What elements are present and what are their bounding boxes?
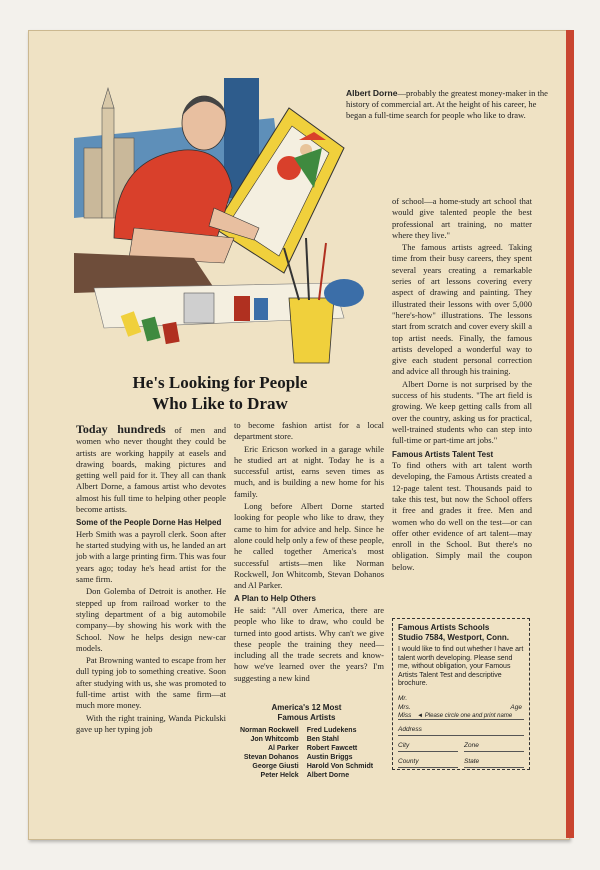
- artist-name: Peter Helck: [260, 772, 299, 779]
- address-field[interactable]: [398, 726, 524, 736]
- paragraph: With the right training, Wanda Pickulski gave up her typing job: [76, 712, 226, 734]
- page-edge: [566, 30, 574, 838]
- article-column-1: [76, 424, 226, 736]
- dropcap-text: Today hundreds: [76, 422, 166, 436]
- mrs-label: Mrs.: [398, 703, 411, 711]
- caption-text: —probably the greatest money-maker in the history of commercial art. At the height of his career, he began a full-time search for people who like to draw.: [346, 88, 548, 121]
- artist-name: Fred Ludekens: [306, 727, 357, 734]
- paragraph: The famous artists agreed. Taking time from their busy careers, they spent several years creating a remarkable series of art lessons covering every aspect of drawing and painting. They illustrated their lessons with over 5,000 "here's-how" illustrations. The lessons start from scratch and cover every skill a top artist needs. Finally, the famous artists developed a wonderful way to give each student personal correction and advice all through his training.: [392, 242, 532, 377]
- page-headline: [70, 372, 370, 414]
- county-field[interactable]: [398, 758, 458, 768]
- state-field[interactable]: [464, 758, 524, 768]
- paragraph: Long before Albert Dorne started looking for people who like to draw, they came to him for advice and help. Since he alone could help only a few of these people, he called together America's most successful artists—men like Norman Rockwell, Jon Whitcomb, Stevan Dohanos and Al Parker.: [234, 501, 384, 591]
- illustration-caption: [346, 88, 551, 122]
- artist-name: Albert Dorne: [306, 772, 350, 779]
- artist-name: Al Parker: [267, 745, 299, 752]
- artist-name: Stevan Dohanos: [243, 754, 299, 761]
- city-label: City: [398, 741, 410, 749]
- paragraph: He said: "All over America, there are people who like to draw, who could be turned into good artists. Why can't we give these people the training they need—including all the trade secrets and know-how we've learned over the years? I'm suggesting a new kind: [234, 604, 384, 683]
- caption-name: Albert Dorne: [346, 88, 398, 98]
- artist-name: Ben Stahl: [306, 736, 339, 743]
- paragraph: Eric Ericson worked in a garage while he studied art at night. Today he is a successful artist, earns seven times as much, and is building a new home for his family.: [234, 443, 384, 499]
- subhead-plan: A Plan to Help Others: [234, 594, 316, 604]
- intro-paragraph: of men and women who never thought they could be artists are working happily at easels and drawing boards, making pictures and getting well paid for it. They all can thank Albert Dorne, a famous artist who devotes almost his full time to helping other people become artists.: [76, 425, 226, 515]
- headline-line-2: Who Like to Draw: [152, 394, 288, 413]
- article-column-3: [392, 196, 532, 574]
- paragraph: Don Golemba of Detroit is another. He stepped up from railroad worker to the styling department of a big automobile company—by showing his work with the School. Now he helps design new-car models.: [76, 586, 226, 653]
- subhead-people-helped: Some of the People Dorne Has Helped: [76, 518, 222, 528]
- artist-row: [236, 753, 377, 762]
- artist-name: Austin Briggs: [306, 754, 353, 761]
- artist-row: [236, 762, 377, 771]
- paragraph: Albert Dorne is not surprised by the success of his students. "The art field is growing. We keep getting calls from all over the country, asking us for practical, well-trained students who can step into full-time or part-time art jobs.": [392, 378, 532, 446]
- county-label: County: [398, 757, 419, 765]
- artists-table: [236, 726, 377, 780]
- paragraph: of school—a home-study art school that would give talented people the best professional art training, no matter where they live.": [392, 196, 532, 240]
- artist-name: Robert Fawcett: [306, 745, 358, 752]
- paragraph: Pat Browning wanted to escape from her dull typing job to something creative. Soon after studying with us, she was promoted to full-time artist with the same firm—at much more money.: [76, 655, 226, 711]
- artists-title-2: Famous Artists: [277, 713, 336, 722]
- paragraph: Herb Smith was a payroll clerk. Soon after he started studying with us, he landed an art job with a large printing firm. This was four years ago; today he's head artist for the same firm.: [76, 528, 226, 585]
- artist-row: [236, 735, 377, 744]
- artist-illustration: [74, 78, 364, 368]
- state-label: State: [464, 757, 480, 765]
- subhead-talent-test: Famous Artists Talent Test: [392, 449, 494, 459]
- artist-row: [236, 744, 377, 753]
- famous-artists-list: [234, 703, 379, 780]
- zone-field[interactable]: [464, 742, 524, 752]
- artists-title-1: America's 12 Most: [271, 703, 342, 712]
- coupon-title-2: Studio 7584, Westport, Conn.: [398, 633, 509, 642]
- paragraph: to become fashion artist for a local department store.: [234, 420, 384, 442]
- miss-label: Miss: [398, 712, 412, 720]
- mr-label: Mr.: [398, 694, 408, 702]
- coupon-title-1: Famous Artists Schools: [398, 623, 490, 632]
- mail-coupon[interactable]: [392, 618, 530, 770]
- age-label: Age: [510, 703, 522, 711]
- city-zone-row: [398, 736, 524, 752]
- name-field[interactable]: [398, 695, 524, 720]
- coupon-body: I would like to find out whether I have art talent worth developing. Please send me, without obligation, your Famous Artists Talent Test and descriptive brochure.: [398, 646, 524, 688]
- artist-name: George Giusti: [252, 763, 299, 770]
- artist-name: Norman Rockwell: [239, 727, 299, 734]
- artist-name: Harold Von Schmidt: [306, 763, 374, 770]
- artist-row: [236, 726, 377, 735]
- article-column-2: [234, 420, 384, 685]
- zone-label: Zone: [464, 741, 479, 749]
- circle-hint: ◄ Please circle one and print name: [417, 713, 513, 720]
- artist-name: Jon Whitcomb: [250, 736, 299, 743]
- hint-text: Please circle one and print name: [424, 713, 513, 720]
- headline-line-1: He's Looking for People: [132, 373, 308, 392]
- artist-row: [236, 771, 377, 780]
- city-field[interactable]: [398, 742, 458, 752]
- address-label: Address: [398, 725, 422, 733]
- paragraph: To find others with art talent worth developing, the Famous Artists created a 12-page talent test. Thousands paid to take this test, but now the School offers it free and grades it free. Men and women who do well on the test—or can offer other evidence of art talent—may enroll in the School. But there's no obligation. Simply mail the coupon below.: [392, 460, 532, 572]
- county-state-row: [398, 752, 524, 768]
